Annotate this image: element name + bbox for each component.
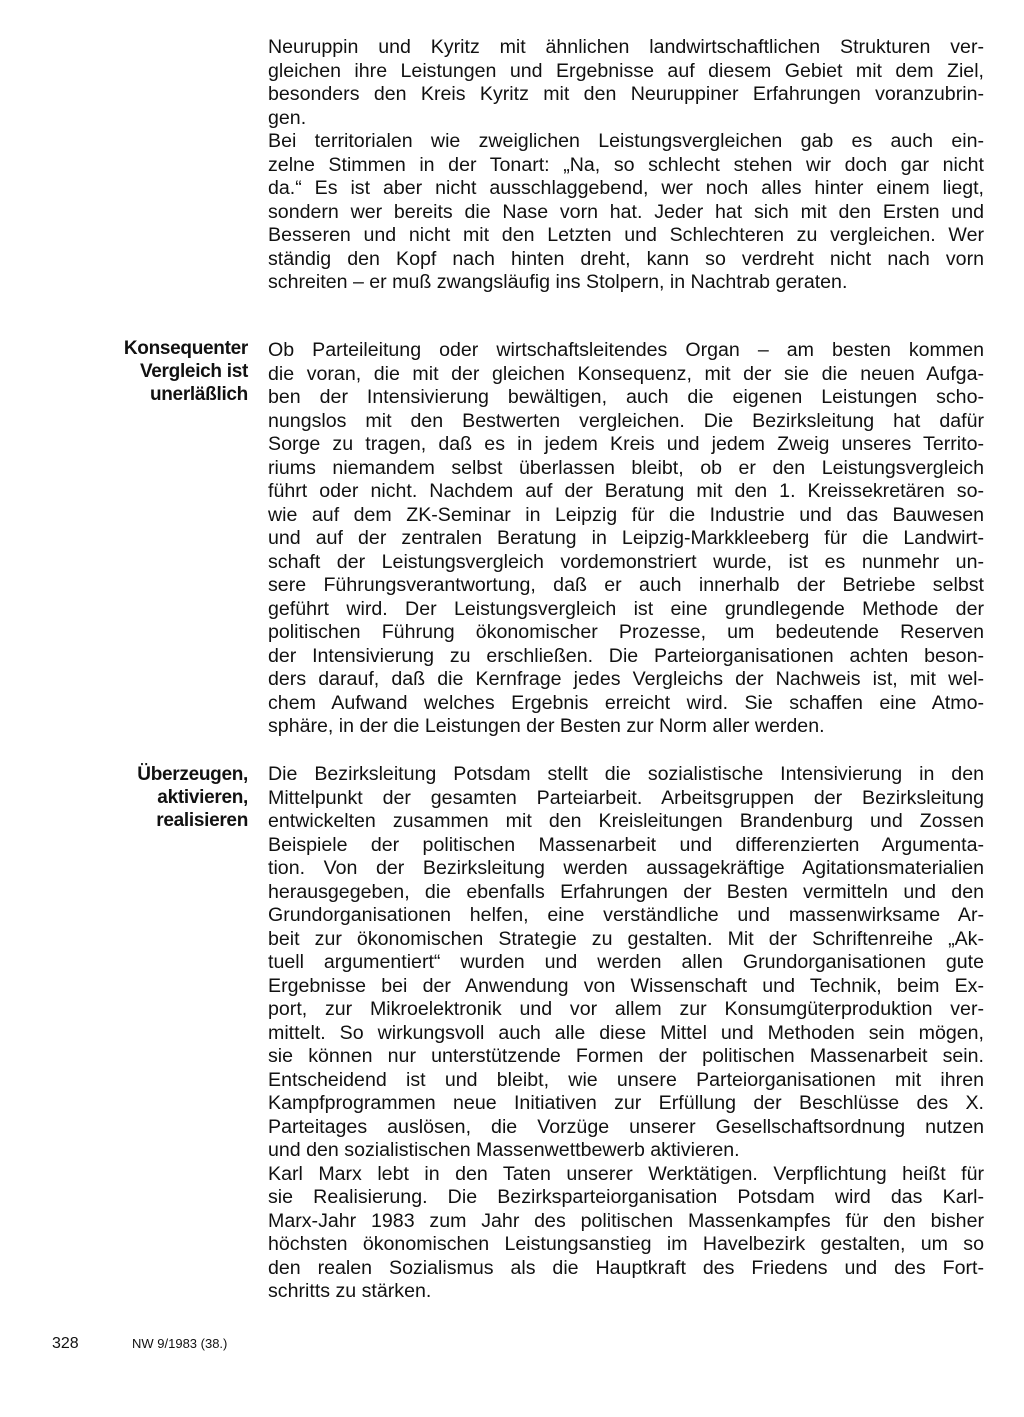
side-heading-line: realisieren bbox=[156, 810, 248, 831]
text-line: den realen Sozialismus als die Hauptkraft des Friedens und des Fort- bbox=[268, 1256, 984, 1279]
text-line: sie Realisierung. Die Bezirksparteiorganisation Potsdam wird das Karl- bbox=[268, 1186, 984, 1208]
page-footer bbox=[52, 1335, 228, 1353]
text-line: chem Aufwand welches Ergebnis erreicht wird. Sie schaffen eine Atmo- bbox=[268, 691, 984, 714]
text-line: herausgegeben, die ebenfalls Erfahrungen der Besten vermitteln und den bbox=[268, 880, 984, 903]
text-line: die voran, die mit der gleichen Konsequenz, mit der sie die neuen Aufga- bbox=[268, 362, 984, 385]
text-line: Marx-Jahr 1983 zum Jahr des politischen Massenkampfes für den bisher bbox=[268, 1209, 984, 1232]
text-line: entwickelten zusammen mit den Kreisleitungen Brandenburg und Zossen bbox=[268, 810, 984, 832]
text-line: sere Führungsverantwortung, daß er auch innerhalb der Betriebe selbst bbox=[268, 574, 984, 596]
text-line: beit zur ökonomischen Strategie zu gestalten. Mit der Schriftenreihe „Ak- bbox=[268, 927, 984, 950]
text-line: Kampfprogrammen neue Initiativen zur Erfüllung der Beschlüsse des X. bbox=[268, 1092, 984, 1114]
text-line: und auf der zentralen Beratung in Leipzig-Markkleeberg für die Landwirt- bbox=[268, 527, 984, 549]
text-line: höchsten ökonomischen Leistungsanstieg im Havelbezirk gestalten, um so bbox=[268, 1233, 984, 1255]
text-line: sie können nur unterstützende Formen der politischen Massenarbeit sein. bbox=[268, 1045, 984, 1067]
text-line: besonders den Kreis Kyritz mit den Neuruppiner Erfahrungen voranzubrin- bbox=[268, 83, 984, 105]
text-line: Parteitages auslösen, die Vorzüge unserer Gesellschaftsordnung nutzen bbox=[268, 1115, 984, 1138]
text-line: Ergebnisse bei der Anwendung von Wissenschaft und Technik, beim Ex- bbox=[268, 974, 984, 997]
paragraph bbox=[268, 36, 984, 130]
text-line: der Intensivierung zu erschließen. Die Parteiorganisationen achten beson- bbox=[268, 644, 984, 667]
side-heading-line: Konsequenter bbox=[123, 338, 248, 359]
text-line: schritts zu stärken. bbox=[268, 1280, 432, 1302]
paragraph bbox=[268, 763, 984, 1163]
text-line: gen. bbox=[268, 106, 307, 129]
side-heading-line: Überzeugen, bbox=[137, 764, 248, 785]
side-heading-line: Vergleich ist bbox=[139, 361, 248, 382]
text-line: Neuruppin und Kyritz mit ähnlichen landwirtschaftlichen Strukturen ver- bbox=[268, 36, 984, 58]
text-line: gleichen ihre Leistungen und Ergebnisse auf diesem Gebiet mit dem Ziel, bbox=[268, 59, 984, 82]
section-1-body bbox=[268, 36, 984, 295]
text-line: Besseren und nicht mit den Letzten und Schlechteren zu vergleichen. Wer bbox=[268, 224, 984, 246]
side-heading-line: unerläßlich bbox=[149, 384, 248, 405]
text-line: ders darauf, daß die Kernfrage jedes Vergleichs der Nachweis ist, mit wel- bbox=[268, 668, 984, 690]
text-line: zelne Stimmen in der Tonart: „Na, so schlecht stehen wir doch gar nicht bbox=[268, 153, 984, 176]
text-line: politischen Führung ökonomischer Prozesse, um bedeutende Reserven bbox=[268, 621, 984, 643]
side-heading-line: aktivieren, bbox=[157, 787, 248, 808]
text-line: tuell argumentiert“ wurden und werden allen Grundorganisationen gute bbox=[268, 951, 984, 973]
text-line: Grundorganisationen helfen, eine verständliche und massenwirksame Ar- bbox=[268, 904, 984, 926]
text-line: führt oder nicht. Nachdem auf der Beratung mit den 1. Kreissekretären so- bbox=[268, 480, 984, 502]
section-2-body bbox=[268, 339, 984, 739]
text-line: da.“ Es ist aber nicht ausschlaggebend, wer noch alles hinter einem liegt, bbox=[268, 177, 984, 199]
paragraph bbox=[268, 339, 984, 739]
text-line: ben der Intensivierung bewältigen, auch die eigenen Leistungen scho- bbox=[268, 386, 984, 408]
page-number: 328 bbox=[52, 1335, 79, 1352]
text-line: mittelt. So wirkungsvoll auch alle diese Mittel und Methoden sein mögen, bbox=[268, 1021, 984, 1044]
text-line: nungslos mit den Bestwerten vergleichen. Die Bezirksleitung hat dafür bbox=[268, 409, 984, 432]
text-line: ständig den Kopf nach hinten dreht, kann so verdreht nicht nach vorn bbox=[268, 247, 984, 270]
text-line: Karl Marx lebt in den Taten unserer Werktätigen. Verpflichtung heißt für bbox=[268, 1162, 984, 1185]
text-line: schaft der Leistungsvergleich vordemonstriert wurde, ist es nunmehr un- bbox=[268, 550, 984, 573]
text-line: Ob Parteileitung oder wirtschaftsleitendes Organ – am besten kommen bbox=[268, 339, 984, 361]
text-line: riums niemandem selbst überlassen bleibt, ob er den Leistungsvergleich bbox=[268, 456, 984, 479]
text-line: geführt wird. Der Leistungsvergleich ist eine grundlegende Methode der bbox=[268, 597, 984, 620]
text-line: und den sozialistischen Massenwettbewerb aktivieren. bbox=[268, 1139, 740, 1161]
paragraph bbox=[268, 1163, 984, 1304]
side-heading-ueberzeugen bbox=[78, 763, 248, 832]
side-heading-konsequenter-vergleich bbox=[78, 337, 248, 406]
text-line: Bei territorialen wie zweiglichen Leistungsvergleichen gab es auch ein- bbox=[268, 130, 984, 152]
section-3-body bbox=[268, 763, 984, 1304]
paragraph bbox=[268, 130, 984, 295]
text-line: Beispiele der politischen Massenarbeit und differenzierten Argumenta- bbox=[268, 833, 984, 856]
text-line: port, zur Mikroelektronik und vor allem zur Konsumgüterproduktion ver- bbox=[268, 998, 984, 1020]
text-line: tion. Von der Bezirksleitung werden aussagekräftige Agitationsmaterialien bbox=[268, 857, 984, 879]
text-line: Mittelpunkt der gesamten Parteiarbeit. Arbeitsgruppen der Bezirksleitung bbox=[268, 786, 984, 809]
text-line: wie auf dem ZK-Seminar in Leipzig für die Industrie und das Bauwesen bbox=[268, 503, 984, 526]
text-line: sondern wer bereits die Nase vorn hat. Jeder hat sich mit den Ersten und bbox=[268, 200, 984, 223]
text-line: Sorge zu tragen, daß es in jedem Kreis und jedem Zweig unseres Territo- bbox=[268, 433, 984, 455]
text-line: schreiten – er muß zwangsläufig ins Stolpern, in Nachtrab geraten. bbox=[268, 271, 848, 293]
text-line: sphäre, in der die Leistungen der Besten zur Norm aller werden. bbox=[268, 715, 825, 737]
text-line: Entscheidend ist und bleibt, wie unsere Parteiorganisationen mit ihren bbox=[268, 1068, 984, 1091]
source-reference: NW 9/1983 (38.) bbox=[132, 1336, 228, 1351]
text-line: Die Bezirksleitung Potsdam stellt die sozialistische Intensivierung in den bbox=[268, 763, 984, 785]
